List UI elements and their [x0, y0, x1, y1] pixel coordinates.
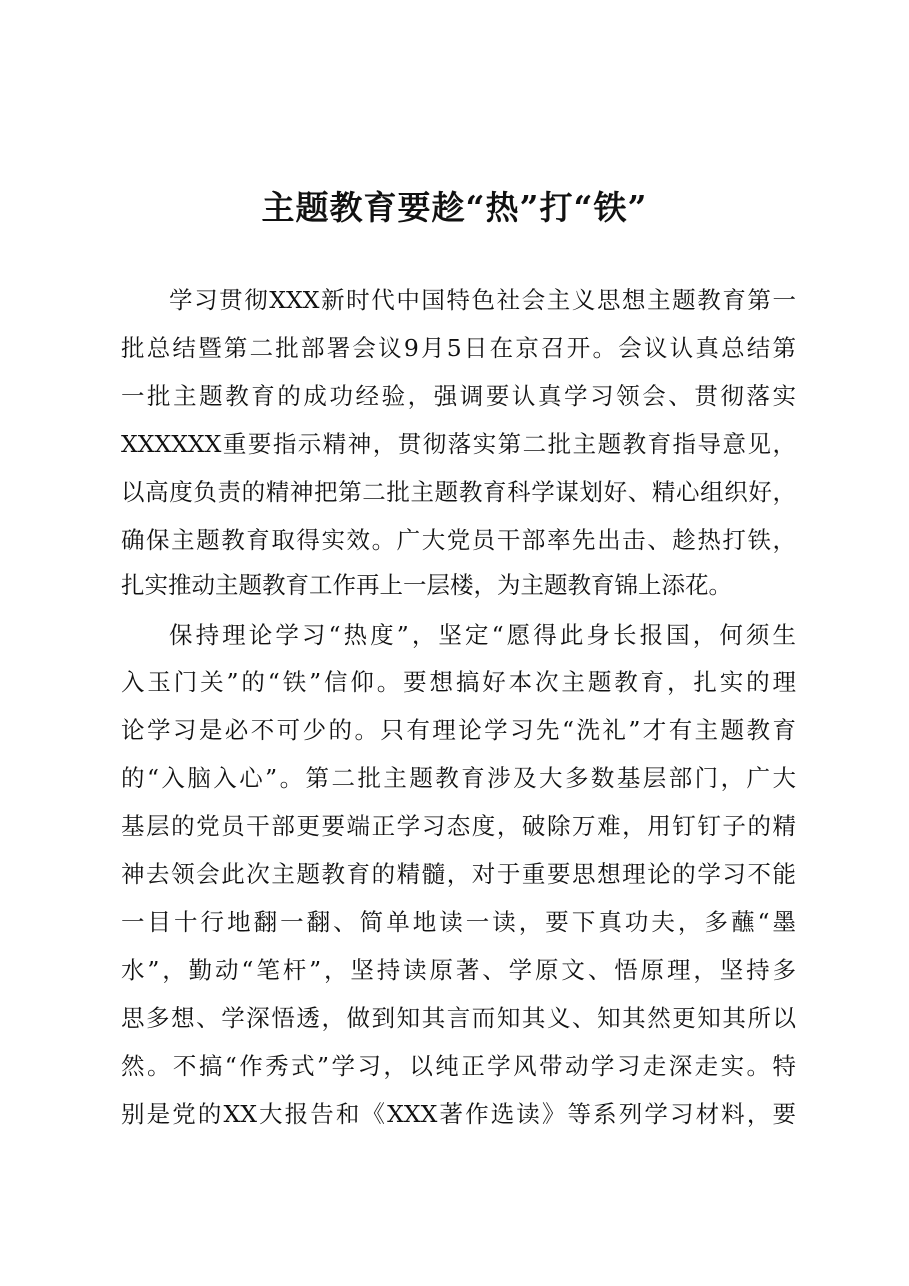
paragraph-2-line-8: 水”，勤动“笔杆”，坚持读原著、学原文、悟原理，坚持多	[121, 956, 796, 984]
paragraph-2-line-3: 论学习是必不可少的。只有理论学习先“洗礼”才有主题教育	[121, 716, 796, 744]
paragraph-1-line-4: XXXXXX重要指示精神，贯彻落实第二批主题教育指导意见，	[121, 430, 796, 458]
paragraph-1-line-7: 扎实推动主题教育工作再上一层楼，为主题教育锦上添花。	[121, 571, 732, 599]
document-title: 主题教育要趁“热”打“铁”	[261, 188, 648, 227]
paragraph-1-line-3: 一批主题教育的成功经验，强调要认真学习领会、贯彻落实	[121, 382, 796, 410]
paragraph-1-line-5: 以高度负责的精神把第二批主题教育科学谋划好、精心组织好，	[121, 478, 796, 506]
paragraph-1-line-6: 确保主题教育取得实效。广大党员干部率先出击、趁热打铁，	[121, 526, 796, 554]
paragraph-2-line-4: 的“入脑入心”。第二批主题教育涉及大多数基层部门，广大	[121, 764, 796, 792]
paragraph-2-line-11: 别是党的XX大报告和《XXX著作选读》等系列学习材料，要	[121, 1100, 796, 1128]
paragraph-2-line-6: 神去领会此次主题教育的精髓，对于重要思想理论的学习不能	[121, 860, 796, 888]
paragraph-2-line-5: 基层的党员干部更要端正学习态度，破除万难，用钉钉子的精	[121, 812, 796, 840]
paragraph-2-line-10: 然。不搞“作秀式”学习，以纯正学风带动学习走深走实。特	[121, 1052, 796, 1080]
paragraph-1-line-2: 批总结暨第二批部署会议9月5日在京召开。会议认真总结第	[121, 334, 796, 362]
paragraph-2-line-9: 思多想、学深悟透，做到知其言而知其义、知其然更知其所以	[121, 1004, 796, 1032]
paragraph-2-line-7: 一目十行地翻一翻、简单地读一读，要下真功夫，多蘸“墨	[121, 908, 796, 936]
paragraph-2-line-2: 入玉门关”的“铁”信仰。要想搞好本次主题教育，扎实的理	[121, 668, 796, 696]
paragraph-1-line-1: 学习贯彻XXX新时代中国特色社会主义思想主题教育第一	[169, 286, 796, 314]
paragraph-2-line-1: 保持理论学习“热度”，坚定“愿得此身长报国，何须生	[169, 621, 796, 649]
